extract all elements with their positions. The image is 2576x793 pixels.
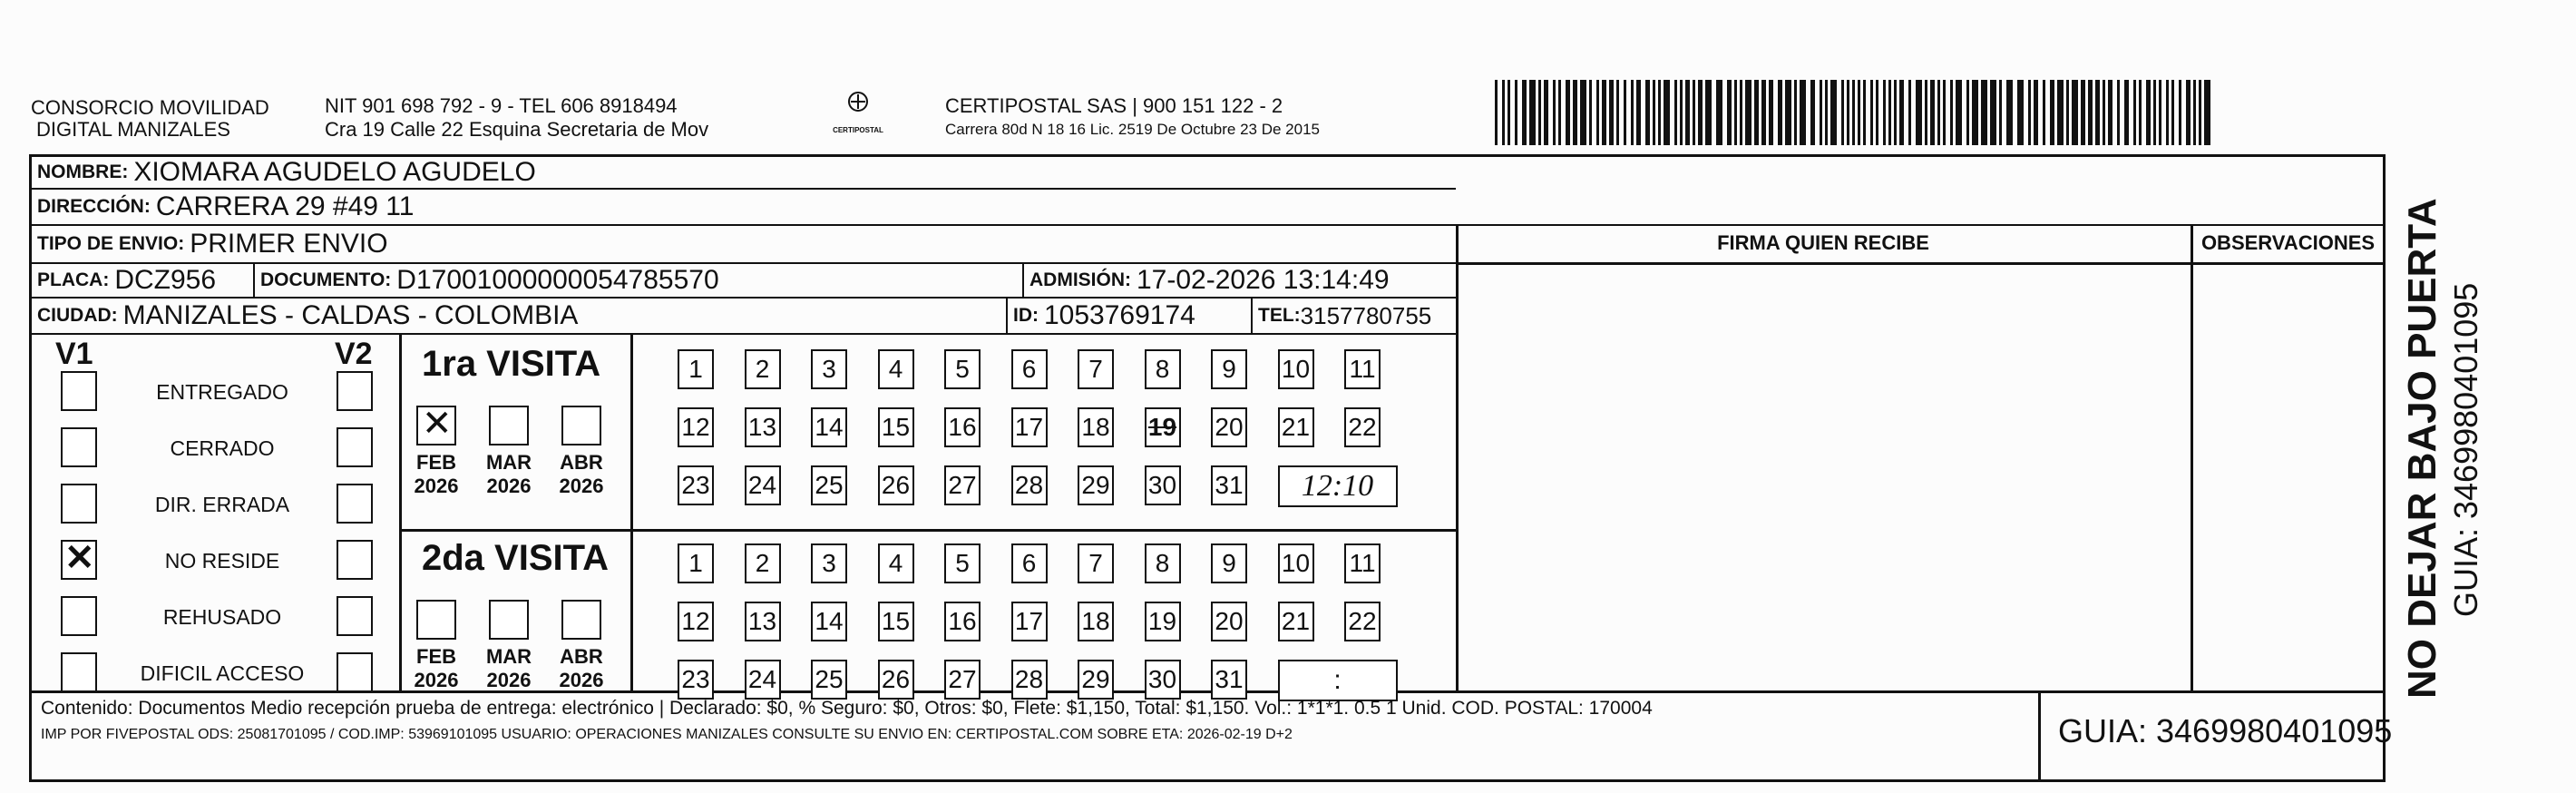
day-box[interactable]: 16 — [944, 407, 981, 447]
month-checkbox[interactable] — [489, 406, 529, 445]
visit-time-box[interactable]: : — [1278, 660, 1398, 701]
tel-cell — [1253, 299, 1456, 333]
barcode-bar — [1888, 80, 1891, 145]
status-v1-checkbox[interactable] — [61, 652, 97, 692]
barcode-bar — [2146, 80, 2151, 145]
barcode-bar — [2153, 80, 2156, 145]
day-box[interactable]: 9 — [1211, 543, 1247, 583]
barcode — [1495, 80, 2211, 145]
barcode-bar — [2193, 80, 2196, 145]
barcode-bar — [1653, 80, 1655, 145]
day-box[interactable]: 13 — [745, 602, 781, 641]
company-name-line1: CONSORCIO MOVILIDAD — [31, 96, 269, 119]
barcode-bar — [1685, 80, 1690, 145]
barcode-bar — [1698, 80, 1703, 145]
barcode-bar — [1508, 80, 1510, 145]
barcode-bar — [1981, 80, 1987, 145]
status-v2-checkbox[interactable] — [337, 427, 373, 467]
visit-time-box[interactable]: 12:10 — [1278, 465, 1398, 507]
barcode-bar — [1761, 80, 1766, 145]
placa-value: DCZ956 — [114, 265, 217, 295]
carrier-name: CERTIPOSTAL SAS | 900 151 122 - 2 — [945, 94, 1283, 117]
footer-print-line: IMP POR FIVEPOSTAL ODS: 25081701095 / COD.IMP: 53969101095 USUARIO: OPERACIONES MANIZALES CONSULTE SU ENVIO EN: CERTIPOSTAL.COM SOBRE ETA: 2026-02-19 D+2 — [41, 727, 1293, 742]
barcode-bar — [2171, 80, 2174, 145]
observations-area[interactable] — [2200, 268, 2381, 687]
barcode-bar — [1602, 80, 1606, 145]
barcode-bar — [1841, 80, 1844, 145]
barcode-bar — [1674, 80, 1677, 145]
barcode-bar — [2081, 80, 2085, 145]
status-label: DIFICIL ACCESO — [140, 661, 305, 685]
day-box[interactable]: 5 — [944, 543, 981, 583]
barcode-bar — [1937, 80, 1940, 145]
tipo-envio-value: PRIMER ENVIO — [190, 229, 388, 259]
day-box[interactable]: 14 — [811, 407, 847, 447]
documento-label: DOCUMENTO: — [260, 269, 392, 290]
day-box[interactable]: 24 — [745, 660, 781, 700]
barcode-bar — [1863, 80, 1866, 145]
day-box[interactable]: 22 — [1344, 407, 1381, 447]
day-box[interactable]: 8 — [1145, 349, 1181, 389]
barcode-bar — [1558, 80, 1561, 145]
check-mark: ✕ — [64, 538, 95, 578]
month-checkbox[interactable] — [416, 600, 456, 640]
barcode-bar — [1847, 80, 1849, 145]
day-box[interactable]: 4 — [878, 349, 914, 389]
barcode-bar — [2186, 80, 2191, 145]
day-box[interactable]: 11 — [1344, 543, 1381, 583]
month-label: FEB — [416, 451, 456, 474]
barcode-bar — [1754, 80, 1759, 145]
barcode-bar — [1495, 80, 1498, 145]
status-v1-checkbox[interactable] — [61, 596, 97, 636]
status-divider — [399, 335, 402, 690]
carrier-address: Carrera 80d N 18 16 Lic. 2519 De Octubre 23 De 2015 — [945, 121, 1320, 138]
barcode-bar — [2057, 80, 2064, 145]
day-box[interactable]: 1 — [678, 543, 714, 583]
month-label: MAR — [485, 451, 532, 474]
nombre-value: XIOMARA AGUDELO AGUDELO — [133, 157, 536, 187]
barcode-bar — [1830, 80, 1837, 145]
barcode-bar — [1908, 80, 1911, 145]
v1-header: V1 — [55, 337, 93, 371]
placa-label: PLACA: — [37, 269, 110, 290]
barcode-bar — [1745, 80, 1751, 145]
ciudad-value: MANIZALES - CALDAS - COLOMBIA — [122, 300, 579, 330]
barcode-bar — [1966, 80, 1969, 145]
status-label: DIR. ERRADA — [154, 493, 290, 516]
day-box[interactable]: 31 — [1211, 465, 1247, 505]
barcode-bar — [1616, 80, 1619, 145]
signature-divider — [1456, 226, 1459, 690]
barcode-bar — [2103, 80, 2105, 145]
observations-divider — [2191, 226, 2193, 690]
day-box[interactable]: 28 — [1011, 660, 1048, 700]
status-v2-checkbox[interactable] — [337, 652, 373, 692]
certipostal-logo-icon — [840, 89, 876, 122]
placa-row — [32, 264, 1456, 299]
barcode-bar — [2066, 80, 2069, 145]
day-box[interactable]: 19 — [1145, 407, 1181, 447]
day-box[interactable]: 10 — [1278, 349, 1314, 389]
month-year-label: 2026 — [414, 475, 459, 497]
direccion-row — [32, 190, 2386, 226]
id-value: 1053769174 — [1044, 300, 1195, 330]
barcode-bar — [1778, 80, 1782, 145]
visits-divider — [399, 529, 1456, 532]
signature-header-line — [1456, 262, 2386, 265]
barcode-bar — [1990, 80, 1996, 145]
tel-value: 3157780755 — [1300, 301, 1432, 329]
day-box[interactable]: 23 — [678, 465, 714, 505]
delivery-form — [29, 154, 2393, 782]
month-year-label: 2026 — [486, 475, 532, 497]
barcode-bar — [1580, 80, 1586, 145]
barcode-bar — [1883, 80, 1886, 145]
barcode-bar — [2050, 80, 2054, 145]
day-box[interactable]: 31 — [1211, 660, 1247, 700]
day-box[interactable]: 30 — [1145, 465, 1181, 505]
status-label: REHUSADO — [162, 605, 282, 629]
day-box[interactable]: 2 — [745, 349, 781, 389]
day-box[interactable]: 4 — [878, 543, 914, 583]
barcode-bar — [1876, 80, 1878, 145]
ciudad-cell — [32, 299, 1008, 333]
status-v2-checkbox[interactable] — [337, 596, 373, 636]
barcode-bar — [1734, 80, 1737, 145]
barcode-bar — [2139, 80, 2142, 145]
day-box[interactable]: 20 — [1211, 602, 1247, 641]
day-box[interactable]: 30 — [1145, 660, 1181, 700]
barcode-bar — [2095, 80, 2100, 145]
day-box[interactable]: 10 — [1278, 543, 1314, 583]
month-year-label: 2026 — [559, 475, 604, 497]
month-checkbox[interactable] — [561, 406, 601, 445]
status-v1-checkbox[interactable] — [61, 371, 97, 411]
signature-area[interactable] — [1465, 268, 2181, 687]
side-warning: NO DEJAR BAJO PUERTA — [2400, 198, 2444, 699]
months-divider — [630, 335, 633, 690]
ciudad-label: CIUDAD: — [37, 305, 118, 326]
footer-guia-divider — [2038, 690, 2041, 779]
barcode-bar — [1631, 80, 1634, 145]
barcode-bar — [2006, 80, 2013, 145]
barcode-bar — [1596, 80, 1599, 145]
day-box[interactable]: 7 — [1078, 349, 1114, 389]
side-guia: GUIA: 3469980401095 — [2447, 282, 2484, 617]
day-box[interactable]: 12 — [678, 407, 714, 447]
day-box[interactable]: 22 — [1344, 602, 1381, 641]
month-label: FEB — [416, 645, 456, 668]
day-box[interactable]: 17 — [1011, 407, 1048, 447]
day-box[interactable]: 25 — [811, 660, 847, 700]
barcode-bar — [1515, 80, 1517, 145]
barcode-bar — [1825, 80, 1828, 145]
day-box[interactable]: 16 — [944, 602, 981, 641]
barcode-bar — [1716, 80, 1722, 145]
barcode-bar — [1740, 80, 1742, 145]
barcode-bar — [1589, 80, 1592, 145]
documento-cell — [255, 264, 1024, 297]
tipo-envio-label: TIPO DE ENVIO: — [37, 233, 185, 254]
barcode-bar — [1636, 80, 1641, 145]
day-box[interactable]: 5 — [944, 349, 981, 389]
status-v1-checkbox[interactable] — [61, 484, 97, 524]
footer-content-line: Contenido: Documentos Medio recepción prueba de entrega: electrónico | Declarado: $0, % Seguro: $0, Otros: $0, Flete: $1,150, Total: $1,150. Vol.: 1*1*1. 0.5 1 Unid. COD. POSTAL: 170004 — [41, 698, 1653, 719]
day-box[interactable]: 20 — [1211, 407, 1247, 447]
barcode-bar — [1785, 80, 1791, 145]
barcode-bar — [1553, 80, 1556, 145]
day-box[interactable]: 11 — [1344, 349, 1381, 389]
status-v2-checkbox[interactable] — [337, 484, 373, 524]
day-box[interactable]: 25 — [811, 465, 847, 505]
day-box[interactable]: 21 — [1278, 407, 1314, 447]
barcode-bar — [1852, 80, 1855, 145]
barcode-bar — [2072, 80, 2078, 145]
day-box[interactable]: 19 — [1145, 602, 1181, 641]
day-box[interactable]: 24 — [745, 465, 781, 505]
month-checkbox[interactable] — [489, 600, 529, 640]
barcode-bar — [1972, 80, 1978, 145]
admision-cell — [1024, 264, 1456, 297]
barcode-bar — [2159, 80, 2161, 145]
barcode-bar — [2108, 80, 2113, 145]
day-box[interactable]: 28 — [1011, 465, 1048, 505]
barcode-bar — [1705, 80, 1712, 145]
status-label: CERRADO — [170, 436, 275, 460]
barcode-bar — [1693, 80, 1695, 145]
id-cell — [1008, 299, 1253, 333]
day-box[interactable]: 3 — [811, 543, 847, 583]
barcode-bar — [1573, 80, 1577, 145]
ciudad-row — [32, 299, 1456, 335]
barcode-bar — [2124, 80, 2129, 145]
day-box[interactable]: 29 — [1078, 465, 1114, 505]
firma-header: FIRMA QUIEN RECIBE — [1717, 231, 1929, 254]
day-box[interactable]: 7 — [1078, 543, 1114, 583]
barcode-bar — [1538, 80, 1541, 145]
barcode-bar — [1522, 80, 1527, 145]
v2-header: V2 — [335, 337, 373, 371]
day-box[interactable]: 3 — [811, 349, 847, 389]
day-box[interactable]: 9 — [1211, 349, 1247, 389]
barcode-bar — [1950, 80, 1953, 145]
barcode-bar — [2166, 80, 2169, 145]
barcode-bar — [2133, 80, 2136, 145]
day-box[interactable]: 6 — [1011, 543, 1048, 583]
barcode-bar — [2034, 80, 2038, 145]
day-box[interactable]: 14 — [811, 602, 847, 641]
company-nit: NIT 901 698 792 - 9 - TEL 606 8918494 — [325, 94, 678, 117]
barcode-bar — [1794, 80, 1797, 145]
barcode-bar — [1680, 80, 1683, 145]
second-visit-title: 2da VISITA — [422, 538, 609, 578]
company-address: Cra 19 Calle 22 Esquina Secretaria de Mov — [325, 118, 709, 141]
month-checkbox[interactable] — [561, 600, 601, 640]
barcode-bar — [1727, 80, 1732, 145]
day-box[interactable]: 26 — [878, 660, 914, 700]
day-box[interactable]: 6 — [1011, 349, 1048, 389]
status-label: NO RESIDE — [164, 549, 280, 573]
barcode-bar — [1899, 80, 1904, 145]
day-box[interactable]: 23 — [678, 660, 714, 700]
status-v2-checkbox[interactable] — [337, 371, 373, 411]
direccion-label: DIRECCIÓN: — [37, 196, 151, 217]
nombre-label: NOMBRE: — [37, 162, 129, 182]
month-label: MAR — [485, 645, 532, 668]
barcode-bar — [2117, 80, 2120, 145]
barcode-bar — [1916, 80, 1922, 145]
day-box[interactable]: 15 — [878, 407, 914, 447]
month-year-label: 2026 — [414, 669, 459, 691]
day-box[interactable]: 2 — [745, 543, 781, 583]
barcode-bar — [1566, 80, 1570, 145]
tipo-envio-row — [32, 226, 1456, 264]
status-v2-checkbox[interactable] — [337, 540, 373, 580]
day-box[interactable]: 18 — [1078, 407, 1114, 447]
day-box[interactable]: 1 — [678, 349, 714, 389]
barcode-bar — [1529, 80, 1536, 145]
documento-value: D17001000000054785570 — [396, 265, 719, 295]
barcode-bar — [1943, 80, 1946, 145]
barcode-bar — [1645, 80, 1650, 145]
footer-guia: GUIA: 3469980401095 — [2058, 712, 2393, 749]
barcode-bar — [1810, 80, 1815, 145]
barcode-bar — [1544, 80, 1548, 145]
check-mark: ✕ — [422, 404, 453, 444]
footer-top-line — [32, 690, 2386, 693]
barcode-bar — [1769, 80, 1773, 145]
day-box[interactable]: 8 — [1145, 543, 1181, 583]
day-box[interactable]: 27 — [944, 465, 981, 505]
observaciones-header: OBSERVACIONES — [2200, 231, 2376, 254]
admision-value: 17-02-2026 13:14:49 — [1137, 265, 1390, 295]
barcode-bar — [1624, 80, 1626, 145]
day-box[interactable]: 18 — [1078, 602, 1114, 641]
barcode-bar — [2204, 80, 2210, 145]
barcode-bar — [2028, 80, 2031, 145]
month-label: ABR — [560, 645, 603, 668]
certipostal-logo — [831, 89, 885, 135]
day-box[interactable]: 12 — [678, 602, 714, 641]
direccion-value: CARRERA 29 #49 11 — [155, 191, 415, 221]
day-box[interactable]: 17 — [1011, 602, 1048, 641]
day-box[interactable]: 15 — [878, 602, 914, 641]
company-name-line2: DIGITAL MANIZALES — [36, 118, 230, 141]
first-visit-title: 1ra VISITA — [422, 344, 601, 384]
logo-wordmark: CERTIPOSTAL — [833, 126, 883, 134]
day-box[interactable]: 13 — [745, 407, 781, 447]
id-label: ID: — [1013, 305, 1039, 326]
barcode-bar — [1800, 80, 1806, 145]
day-box[interactable]: 27 — [944, 660, 981, 700]
month-year-label: 2026 — [486, 669, 532, 691]
barcode-bar — [1925, 80, 1927, 145]
day-box[interactable]: 26 — [878, 465, 914, 505]
barcode-bar — [1609, 80, 1614, 145]
barcode-bar — [1858, 80, 1860, 145]
status-v1-checkbox[interactable] — [61, 427, 97, 467]
admision-label: ADMISIÓN: — [1029, 269, 1131, 290]
barcode-bar — [2017, 80, 2024, 145]
day-box[interactable]: 29 — [1078, 660, 1114, 700]
nombre-row — [32, 157, 1456, 190]
barcode-bar — [2043, 80, 2045, 145]
barcode-bar — [2179, 80, 2181, 145]
barcode-bar — [2199, 80, 2201, 145]
barcode-bar — [1999, 80, 2002, 145]
barcode-bar — [2088, 80, 2093, 145]
barcode-bar — [1930, 80, 1935, 145]
barcode-bar — [1894, 80, 1897, 145]
tel-label: TEL: — [1258, 305, 1301, 326]
placa-cell — [32, 264, 255, 297]
barcode-bar — [1820, 80, 1822, 145]
day-box[interactable]: 21 — [1278, 602, 1314, 641]
barcode-bar — [1658, 80, 1661, 145]
status-label: ENTREGADO — [156, 380, 288, 404]
month-label: ABR — [560, 451, 603, 474]
month-year-label: 2026 — [559, 669, 604, 691]
month-checkbox[interactable] — [416, 406, 456, 445]
barcode-bar — [1870, 80, 1873, 145]
barcode-bar — [1956, 80, 1962, 145]
status-v1-checkbox[interactable] — [61, 540, 97, 580]
barcode-bar — [1502, 80, 1505, 145]
barcode-bar — [1664, 80, 1670, 145]
